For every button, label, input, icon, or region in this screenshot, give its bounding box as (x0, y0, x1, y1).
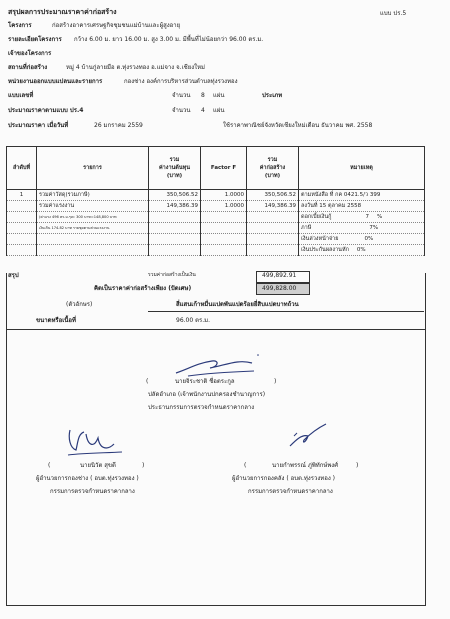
doc-title: สรุปผลการประมาณราคาค่าก่อสร้าง (8, 8, 117, 16)
plan-qty: 8 (201, 92, 205, 99)
agency-label: หน่วยงานออกแบบแปลนและรายการ (8, 78, 103, 85)
project-value: ก่อสร้างอาคารเศรษฐกิจชุมชนแม่บ้านและผู้สูงอายุ (52, 22, 181, 29)
table-row: (ค่าแรง 496 ตร.ม.ๆละ 300 บาท=148,800 บาท ดอกเบี้ยเงินกู้ 7 % (7, 212, 425, 223)
agency-value: กองช่าง องค์การบริหารส่วนตำบลทุ่งรวงทอง (124, 78, 238, 85)
main-signer-role: ปลัดอำเภอ (เจ้าพนักงานปกครองชำนาญการ) (148, 391, 266, 398)
header-no: ลำดับที่ (7, 147, 37, 190)
right-open-paren: ( (244, 462, 247, 469)
form4-unit: แผ่น (213, 107, 225, 114)
header-item: รายการ (37, 147, 149, 190)
plan-unit: แผ่น (213, 92, 225, 99)
table-row: เงินล่วงหน้าจ่าย 0% (7, 234, 425, 245)
site-label: สถานที่ก่อสร้าง (8, 64, 48, 71)
signature-main-icon (168, 343, 268, 383)
table-row: เงินเกิน 174.82 บาท รายชุดตามส่วนแรงงาน ภาษี 7% (7, 223, 425, 234)
date-label: ประมาณราคา เมื่อวันที่ (8, 122, 69, 129)
table-row: รวมค่าแรงงาน 149,386.39 1.0000 149,386.39 ลงวันที่ 15 ตุลาคม 2558 (7, 201, 425, 212)
rounded-label: คิดเป็นราคาค่าก่อสร้างเพียง (ปัดเศษ) (94, 285, 192, 292)
sum-label: รวมค่าก่อสร้างเป็นเงิน (148, 272, 196, 278)
area-label: ขนาดหรือเนื้อที่ (36, 317, 76, 324)
header-cost: รวม ค่างานต้นทุน (บาท) (149, 147, 201, 190)
right-close-paren: ) (356, 462, 359, 469)
form4-label: ประมาณราคาตามแบบ ปร.4 (8, 107, 84, 114)
words-value: สี่แสนเก้าหมื่นแปดพันแปดร้อยยี่สิบแปดบาทถ้วน (176, 301, 299, 308)
form-code: แบบ ปร.5 (380, 10, 407, 17)
date-value: 26 มกราคม 2559 (94, 122, 143, 129)
form4-qty: 4 (201, 107, 205, 114)
site-value: หมู่ 4 บ้านกู่ลายมือ ต.ทุ่งรวงทอง อ.แม่จาง จ.เชียงใหม่ (66, 64, 205, 71)
main-open-paren: ( (146, 378, 149, 385)
plan-no-label: แบบเลขที่ (8, 92, 34, 99)
left-signer-name: นายนิวัต สุขดี (80, 462, 116, 469)
price-reference: ใช้ราคาพาณิชย์จังหวัดเชียงใหม่เดือน ธันวาคม พศ. 2558 (223, 122, 373, 129)
header-total: รวม ค่าก่อสร้าง (บาท) (247, 147, 299, 190)
right-signer-committee: กรรมการตรวจกำหนดราคากลาง (248, 488, 333, 495)
table-row: เงินประกันผลงานหัก 0% (7, 245, 425, 256)
left-open-paren: ( (48, 462, 51, 469)
header-note: หมายเหตุ (299, 147, 425, 190)
detail-value: กว้าง 6.00 ม. ยาว 16.00 ม. สูง 3.00 ม. มีพื้นที่ไม่น้อยกว่า 96.00 ตร.ม. (74, 36, 264, 43)
table-row: 1 รวมค่าวัสดุ(รวมภาษี) 350,506.52 1.0000 350,506.52 ตามหนังสือ ที่ กค 0421.5/ว 399 (7, 190, 425, 201)
main-signer-committee: ประธานกรรมการตรวจกำหนดราคากลาง (148, 404, 255, 411)
signature-right-icon (282, 420, 332, 454)
header-factor: Factor F (201, 147, 247, 190)
left-signer-role: ผู้อำนวยการกองช่าง ( อบต.ทุ่งรวงทอง ) (36, 475, 139, 482)
summary-label: สรุป (8, 272, 19, 279)
words-underline (148, 311, 424, 312)
table-header-row (7, 147, 425, 190)
signature-left-icon (64, 424, 126, 460)
right-signer-role: ผู้อำนวยการกองคลัง ( อบต.ทุ่งรวงทอง ) (232, 475, 335, 482)
owner-label: เจ้าของโครงการ (8, 50, 52, 57)
main-signer-name: นายจิระชาติ ชื่อตระกูล (175, 378, 235, 385)
right-signer-name: นายกำพรรณ์ ภู่พิทักษ์พงศ์ (272, 462, 339, 469)
form4-qty-label: จำนวน (172, 107, 191, 114)
plan-type-label: ประเภท (262, 92, 283, 99)
detail-label: รายละเอียดโครงการ (8, 36, 62, 43)
sum-value: 499,892.91 (262, 272, 297, 279)
cost-table (6, 146, 425, 256)
project-label: โครงการ (8, 22, 32, 29)
plan-qty-label: จำนวน (172, 92, 191, 99)
words-label: (ตัวอักษร) (66, 301, 93, 308)
area-value: 96.00 ตร.ม. (176, 317, 210, 324)
left-signer-committee: กรรมการตรวจกำหนดราคากลาง (50, 488, 135, 495)
main-close-paren: ) (274, 378, 277, 385)
summary-divider (6, 329, 426, 330)
left-close-paren: ) (142, 462, 145, 469)
rounded-value: 499,828.00 (262, 285, 297, 292)
sum-value-box (256, 271, 310, 283)
